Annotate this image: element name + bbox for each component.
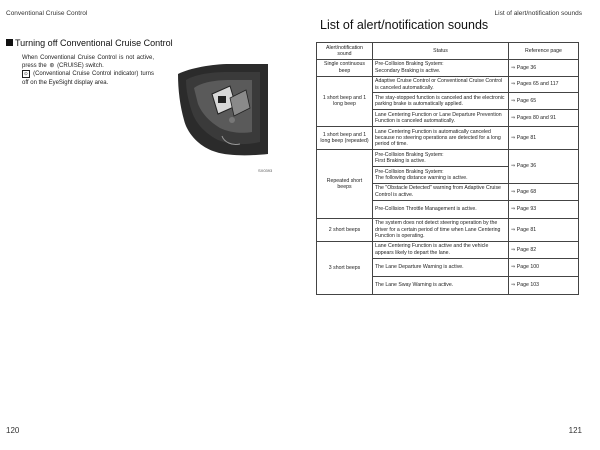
reference-page-cell: ⇒ Page 65 xyxy=(509,93,579,110)
header-alert-sound: Alert/notification sound xyxy=(317,43,373,60)
section-title xyxy=(6,38,173,48)
status-line: Pre-Collision Braking System: xyxy=(375,151,444,158)
reference-page-cell: ⇒ Page 100 xyxy=(509,258,579,276)
status-cell: Lane Centering Function is active and the vehicle appears likely to depart the lane. xyxy=(373,241,509,258)
alert-sound-cell: 1 short beep and 1 long beep (repeated) xyxy=(317,127,373,150)
body-text-switch: (CRUISE) switch. xyxy=(57,63,104,70)
status-cell: Lane Centering Function or Lane Departure Prevention Function is canceled automatically. xyxy=(373,110,509,127)
figure-code: SX0393 xyxy=(258,168,273,173)
reference-page-cell: ⇒ Page 68 xyxy=(509,183,579,200)
reference-page-cell: ⇒ Page 81 xyxy=(509,218,579,241)
table-row xyxy=(317,59,579,76)
status-line: The following distance warning is active. xyxy=(375,175,468,181)
square-bullet-icon xyxy=(6,39,13,46)
table-row xyxy=(317,127,579,150)
cruise-indicator-icon: ⊙ xyxy=(24,71,28,77)
body-text-indicator: (Conventional Cruise Control indicator) turns off on the EyeSight display area. xyxy=(22,71,155,86)
section-title-text: Turning off Conventional Cruise Control xyxy=(15,38,173,48)
status-cell: Pre-Collision Throttle Management is active. xyxy=(373,200,509,218)
alert-sound-cell: Single continuous beep xyxy=(317,59,373,76)
status-line: Secondary Braking is active. xyxy=(375,67,441,74)
reference-page-cell: ⇒ Page 81 xyxy=(509,127,579,150)
table-header-row xyxy=(317,43,579,60)
reference-page-cell: ⇒ Page 103 xyxy=(509,276,579,294)
table-row xyxy=(317,241,579,258)
header-reference-page: Reference page xyxy=(509,43,579,60)
page-title: List of alert/notification sounds xyxy=(320,18,489,32)
table-row xyxy=(317,76,579,93)
status-cell: Lane Centering Function is automatically canceled because no steering operations are detected for a long period of time. xyxy=(373,127,509,150)
status-cell: The "Obstacle Detected" warning from Adaptive Cruise Control is active. xyxy=(373,183,509,200)
running-head: List of alert/notification sounds xyxy=(494,10,582,17)
status-cell: The Lane Sway Warning is active. xyxy=(373,276,509,294)
reference-page-cell: ⇒ Pages 80 and 91 xyxy=(509,110,579,127)
page-number: 121 xyxy=(568,426,582,435)
reference-page-cell: ⇒ Pages 65 and 117 xyxy=(509,76,579,93)
status-line: First Braking is active. xyxy=(375,158,426,165)
alert-sound-cell: Repeated short beeps xyxy=(317,150,373,218)
steering-wheel-figure xyxy=(172,62,272,162)
table-row xyxy=(317,150,579,167)
body-text-part1: When Conventional Cruise Control is not active, press the xyxy=(22,55,154,70)
reference-page-cell: ⇒ Page 36 xyxy=(509,150,579,184)
reference-page-cell: ⇒ Page 93 xyxy=(509,200,579,218)
running-head: Conventional Cruise Control xyxy=(6,10,88,17)
reference-page-cell: ⇒ Page 36 xyxy=(509,59,579,76)
status-cell: The Lane Departure Warning is active. xyxy=(373,258,509,276)
status-cell: Adaptive Cruise Control or Conventional Cruise Control is canceled automatically. xyxy=(373,76,509,93)
status-cell xyxy=(373,150,509,167)
status-cell: The system does not detect steering operation by the driver for a certain period of time when Lane Centering Function is operating. xyxy=(373,218,509,241)
status-cell: The stay-stopped function is canceled and the electronic parking brake is automatically applied. xyxy=(373,93,509,110)
alert-sound-cell: 1 short beep and 1 long beep xyxy=(317,76,373,126)
header-status: Status xyxy=(373,43,509,60)
alert-sounds-table xyxy=(316,42,579,295)
status-line: Pre-Collision Braking System: xyxy=(375,168,444,175)
table-row xyxy=(317,218,579,241)
alert-sound-cell: 2 short beeps xyxy=(317,218,373,241)
alert-sound-cell: 3 short beeps xyxy=(317,241,373,294)
status-cell xyxy=(373,59,509,76)
page-number: 120 xyxy=(6,426,20,435)
reference-page-cell: ⇒ Page 82 xyxy=(509,241,579,258)
cruise-switch-icon: ⊛ xyxy=(49,63,55,70)
status-line: Pre-Collision Braking System: xyxy=(375,61,444,68)
status-cell xyxy=(373,167,509,184)
right-page xyxy=(300,0,600,450)
body-paragraph xyxy=(22,54,154,87)
